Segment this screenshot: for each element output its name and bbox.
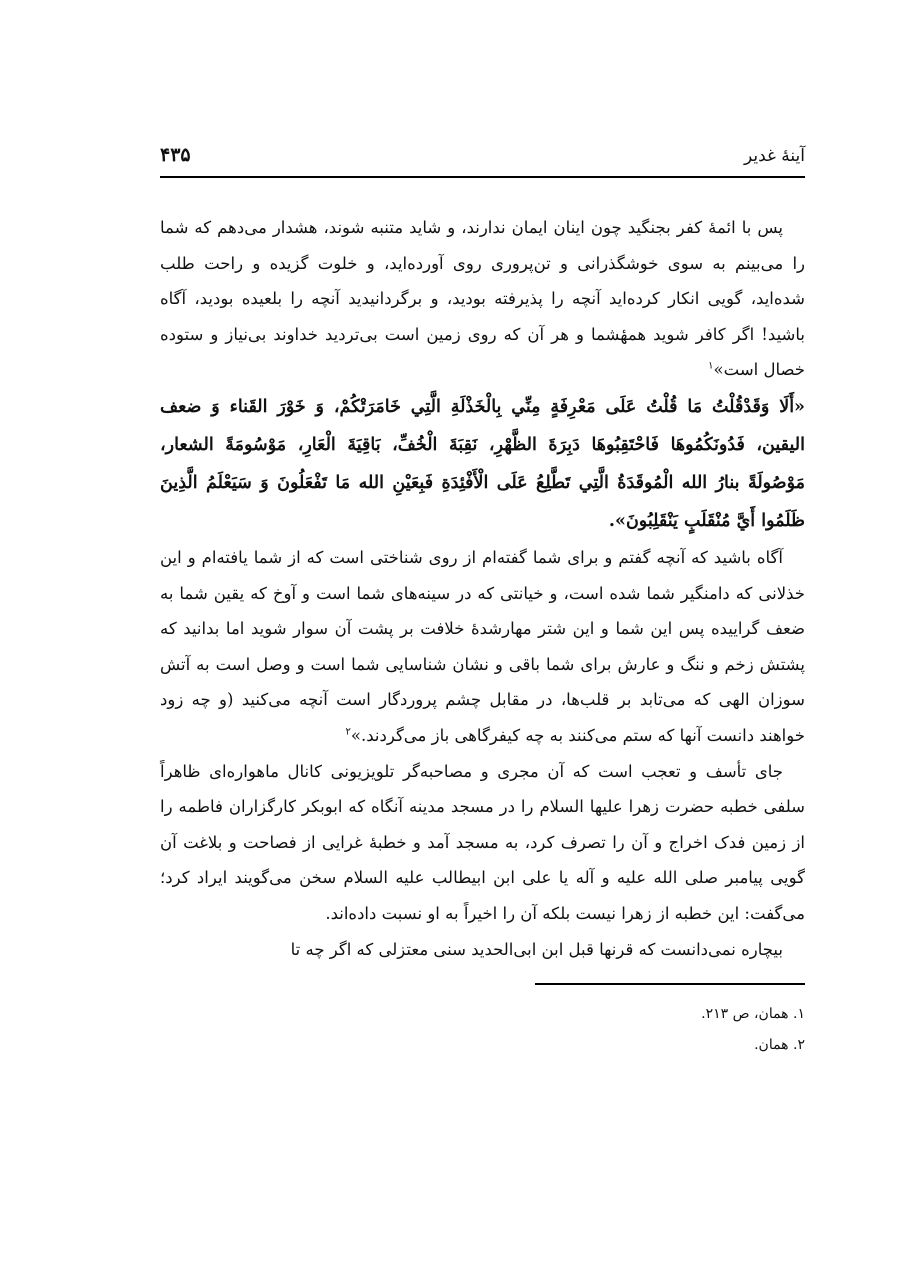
footnote-2: ۲. همان. <box>754 1037 805 1054</box>
footnote-ref-2: ۲ <box>345 726 351 738</box>
book-page <box>160 140 805 1240</box>
footnotes <box>160 999 805 1061</box>
paragraph-3: جای تأسف و تعجب است که آن مجری و مصاحبه‌گر تلویزیونی کانال ماهواره‌ای ظاهراً سلفی خطبه حضرت زهرا عليها السلام را در مسجد مدینه آنگاه که ابوبکر کارگزاران فاطمه را از زمین فدک اخراج و آن را تصرف کرد، به مسجد آمد و خطبهٔ غرایی از فصاحت و بلاغت آن گویی پیامبر صلی الله علیه و آله یا علی ابن ابیطالب عليه السلام سخن می‌گویند ایراد کرد؛ می‌گفت: این خطبه از زهرا نیست بلکه آن را اخیراً به او نسبت داده‌اند. <box>160 761 805 923</box>
footnote-ref-1: ۱ <box>708 360 714 372</box>
paragraph-1 <box>160 210 805 388</box>
paragraph-4: بیچاره نمی‌دانست که قرنها قبل ابن ابی‌الحدید سنی معتزلی که اگر چه تا <box>290 939 783 959</box>
paragraph-1-text: پس با ائمهٔ کفر بجنگید چون اینان ایمان ندارند، و شاید متنبه شوند، هشدار می‌دهم که شما را می‌بینم به سوی خوشگذرانی و تن‌پروری روی آورده‌اید، و خلوت گزیده و راحت طلب شده‌اید، گویی انکار کرده‌اید آنچه را پذیرفته بودید، و برگردانیدید آنچه را بلعیده بودید، آگاه باشید! اگر کافر شوید همهٔشما و هر آن که روی زمین است بی‌تردید خداوند بی‌نیاز و ستوده خصال است» <box>160 218 805 380</box>
main-text <box>160 210 805 967</box>
footnote-1: ۱. همان، ص ۲۱۳. <box>701 1006 805 1023</box>
book-title: آینهٔ غدیر <box>743 146 805 166</box>
page-number: ۴۳۵ <box>160 144 191 166</box>
paragraph-2 <box>160 540 805 754</box>
arabic-quote: «أَلَا وَقَدْقُلْتُ مَا قُلْتُ عَلَى مَعْرِفَةٍ مِنِّي بِالْخَذْلَةِ الَّتِي خَامَرَتْكُمْ، وَ خَوْرَ القَناء وَ ضعف اليقين، فَدُونَكُمُوهَا فَاحْتَقِبُوهَا دَبِرَةَ الظَّهْرِ، نَقِبَةَ الْخُفِّ، بَاقِيَةَ الْعَارِ، مَوْسُومَةً الشعار، مَوْصُولَةً بنارُ الله الْمُوقَدَةُ الَّتِي تَطَّلِعُ عَلَى الْأَفْئِدَةِ فَبِعَيْنِ الله مَا تَفْعَلُونَ وَ سَيَعْلَمُ الَّذِينَ ظَلَمُوا أَيَّ مُنْقَلَبٍ يَنْقَلِبُونَ». <box>160 396 805 531</box>
footnote-divider <box>535 983 805 985</box>
running-header <box>160 140 805 178</box>
paragraph-2-text: آگاه باشید که آنچه گفتم و برای شما گفته‌ام از روی شناختی است که از شما یافته‌ام و این خذلانی که دامنگیر شما شده است، و خیانتی که در سینه‌های شما است و آوخ که یقین شما به ضعف گراییده پس این شما و این شتر مهارشدهٔ خلافت بر پشت آن سوار شوید اما بدانید که پشتش زخم و ننگ و عارش برای شما باقی و نشان شناسایی شما است و وصل است به آتش سوزان الهی که می‌تابد بر قلب‌ها، در مقابل چشم پروردگار است آنچه می‌کنید (و چه زود خواهند دانست آنها که ستم می‌کنند به چه کیفرگاهی باز می‌گردند.» <box>160 547 805 745</box>
